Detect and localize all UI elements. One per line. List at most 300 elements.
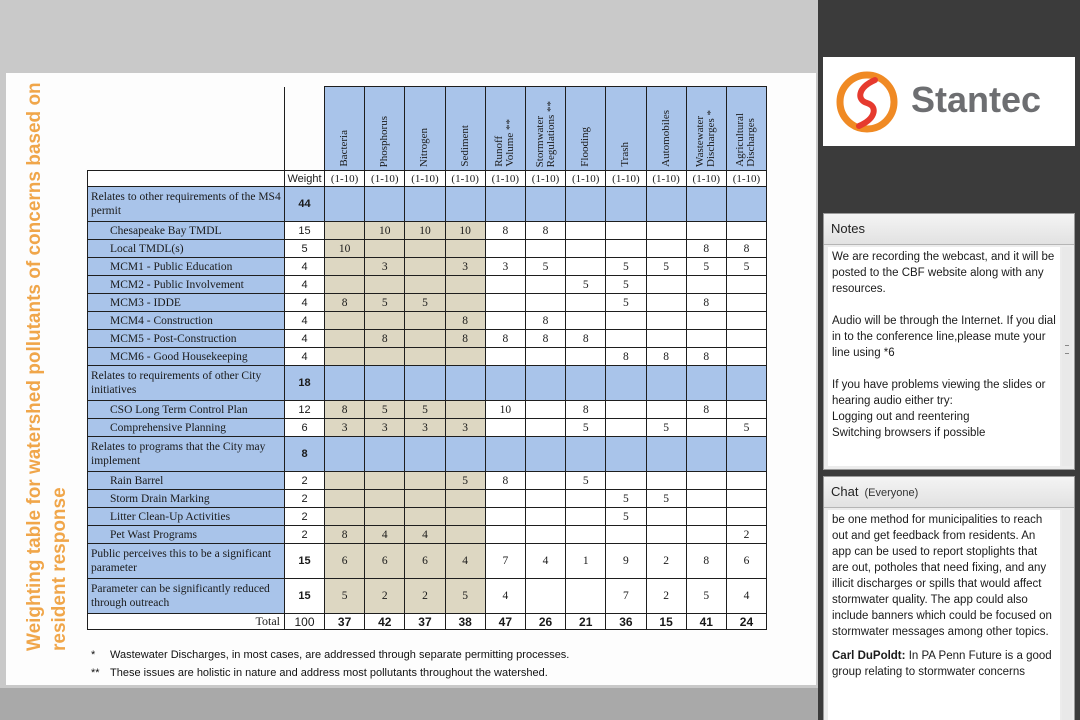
notes-paragraph: If you have problems viewing the slides or hearing audio either try: Logging out and reentering Switching browsers if possible bbox=[832, 379, 1046, 439]
table-cell: 5 bbox=[686, 579, 726, 614]
table-cell: 6 bbox=[405, 544, 445, 579]
table-cell: 5 bbox=[606, 508, 646, 526]
table-cell: 8 bbox=[686, 294, 726, 312]
column-header-label: Agricultural Discharges bbox=[734, 113, 758, 167]
table-cell bbox=[646, 526, 686, 544]
row-weight: 2 bbox=[285, 472, 325, 490]
column-unit: (1-10) bbox=[525, 171, 565, 187]
table-cell bbox=[525, 348, 565, 366]
table-cell: 8 bbox=[445, 312, 485, 330]
table-cell: 3 bbox=[445, 419, 485, 437]
table-cell: 8 bbox=[646, 348, 686, 366]
row-weight: 2 bbox=[285, 490, 325, 508]
table-cell: 3 bbox=[405, 419, 445, 437]
table-cell bbox=[325, 330, 365, 348]
table-cell bbox=[485, 187, 525, 222]
column-header-label: Trash bbox=[619, 142, 632, 167]
table-cell bbox=[686, 490, 726, 508]
row-weight: 15 bbox=[285, 579, 325, 614]
table-cell bbox=[365, 312, 405, 330]
table-cell bbox=[365, 490, 405, 508]
column-header bbox=[485, 87, 525, 171]
table-cell bbox=[405, 490, 445, 508]
column-header bbox=[525, 87, 565, 171]
notes-scrollbar[interactable] bbox=[1062, 247, 1072, 466]
table-cell: 5 bbox=[325, 579, 365, 614]
table-row bbox=[88, 526, 767, 544]
row-weight: 15 bbox=[285, 544, 325, 579]
table-cell bbox=[566, 526, 606, 544]
table-cell bbox=[445, 366, 485, 401]
stage-bottom-bar bbox=[0, 688, 818, 720]
table-cell: 8 bbox=[566, 330, 606, 348]
table-cell bbox=[566, 294, 606, 312]
table-cell: 8 bbox=[686, 348, 726, 366]
table-row bbox=[88, 348, 767, 366]
table-cell bbox=[365, 348, 405, 366]
row-weight: 4 bbox=[285, 276, 325, 294]
row-label: Relates to requirements of other City initiatives bbox=[88, 366, 285, 401]
total-cell: 15 bbox=[646, 614, 686, 630]
column-header bbox=[445, 87, 485, 171]
table-cell bbox=[525, 508, 565, 526]
table-cell: 5 bbox=[606, 258, 646, 276]
weighting-table bbox=[87, 86, 767, 630]
table-cell: 8 bbox=[686, 401, 726, 419]
table-cell bbox=[445, 508, 485, 526]
table-cell bbox=[325, 312, 365, 330]
table-cell bbox=[606, 187, 646, 222]
chat-message-2 bbox=[832, 648, 1056, 680]
notes-pod bbox=[823, 213, 1075, 470]
total-cell: 37 bbox=[405, 614, 445, 630]
table-cell bbox=[566, 312, 606, 330]
column-unit: (1-10) bbox=[566, 171, 606, 187]
table-cell bbox=[726, 312, 766, 330]
table-cell bbox=[566, 187, 606, 222]
table-corner bbox=[88, 87, 285, 171]
table-cell bbox=[606, 240, 646, 258]
table-cell: 8 bbox=[325, 294, 365, 312]
table-cell bbox=[325, 348, 365, 366]
table-cell bbox=[525, 526, 565, 544]
table-row bbox=[88, 401, 767, 419]
table-cell: 8 bbox=[566, 401, 606, 419]
table-cell: 2 bbox=[646, 579, 686, 614]
table-cell: 3 bbox=[365, 419, 405, 437]
table-cell bbox=[566, 579, 606, 614]
table-cell bbox=[726, 437, 766, 472]
notes-title: Notes bbox=[824, 214, 1074, 245]
table-cell bbox=[485, 437, 525, 472]
row-label: Storm Drain Marking bbox=[88, 490, 285, 508]
table-cell bbox=[525, 366, 565, 401]
table-cell: 5 bbox=[365, 294, 405, 312]
logo-pod bbox=[823, 57, 1075, 146]
table-cell bbox=[365, 240, 405, 258]
table-row bbox=[88, 276, 767, 294]
table-cell bbox=[726, 294, 766, 312]
table-cell bbox=[445, 490, 485, 508]
table-row bbox=[88, 222, 767, 240]
table-cell: 5 bbox=[405, 401, 445, 419]
table-cell: 5 bbox=[646, 258, 686, 276]
table-cell bbox=[445, 294, 485, 312]
table-cell bbox=[485, 508, 525, 526]
table-cell bbox=[686, 366, 726, 401]
table-cell: 8 bbox=[485, 222, 525, 240]
table-row bbox=[88, 579, 767, 614]
table-cell bbox=[365, 276, 405, 294]
table-cell bbox=[566, 240, 606, 258]
column-header bbox=[566, 87, 606, 171]
table-cell bbox=[726, 348, 766, 366]
column-header-label: Automobiles bbox=[659, 110, 672, 167]
table-row bbox=[88, 187, 767, 222]
table-cell: 2 bbox=[646, 544, 686, 579]
column-header bbox=[365, 87, 405, 171]
column-header-label: Runoff Volume ** bbox=[493, 119, 517, 167]
table-cell bbox=[646, 276, 686, 294]
table-cell: 5 bbox=[646, 490, 686, 508]
table-cell bbox=[325, 508, 365, 526]
table-cell bbox=[525, 401, 565, 419]
table-cell: 4 bbox=[525, 544, 565, 579]
table-row bbox=[88, 437, 767, 472]
weight-header: Weight bbox=[285, 171, 325, 187]
table-cell bbox=[325, 258, 365, 276]
logo-text: Stantec bbox=[911, 79, 1042, 120]
chat-title: Chat bbox=[831, 484, 859, 499]
row-label: Local TMDL(s) bbox=[88, 240, 285, 258]
table-cell bbox=[325, 222, 365, 240]
row-weight: 18 bbox=[285, 366, 325, 401]
table-cell bbox=[686, 508, 726, 526]
table-header-row bbox=[88, 87, 767, 171]
table-cell bbox=[646, 366, 686, 401]
footnote-1: * Wastewater Discharges, in most cases, are addressed through separate permitting processes. bbox=[91, 649, 570, 661]
table-cell: 5 bbox=[646, 419, 686, 437]
row-label: Relates to programs that the City may implement bbox=[88, 437, 285, 472]
table-cell: 5 bbox=[726, 258, 766, 276]
table-cell bbox=[405, 508, 445, 526]
column-header-label: Phosphorus bbox=[378, 115, 391, 167]
column-header-label: Sediment bbox=[458, 125, 471, 167]
table-cell bbox=[726, 366, 766, 401]
row-label: MCM3 - IDDE bbox=[88, 294, 285, 312]
table-cell: 6 bbox=[365, 544, 405, 579]
table-cell bbox=[485, 312, 525, 330]
table-cell bbox=[646, 240, 686, 258]
table-cell: 1 bbox=[566, 544, 606, 579]
chat-pod bbox=[823, 476, 1075, 720]
table-cell: 8 bbox=[525, 222, 565, 240]
row-weight: 8 bbox=[285, 437, 325, 472]
row-weight: 4 bbox=[285, 294, 325, 312]
table-cell bbox=[606, 472, 646, 490]
column-unit: (1-10) bbox=[686, 171, 726, 187]
table-cell: 5 bbox=[566, 419, 606, 437]
table-cell bbox=[686, 312, 726, 330]
row-weight: 5 bbox=[285, 240, 325, 258]
table-row bbox=[88, 258, 767, 276]
column-unit: (1-10) bbox=[726, 171, 766, 187]
table-row bbox=[88, 508, 767, 526]
total-cell: 38 bbox=[445, 614, 485, 630]
total-cell: 41 bbox=[686, 614, 726, 630]
table-cell: 5 bbox=[525, 258, 565, 276]
table-cell bbox=[325, 437, 365, 472]
row-weight: 2 bbox=[285, 526, 325, 544]
column-unit: (1-10) bbox=[365, 171, 405, 187]
table-row bbox=[88, 312, 767, 330]
table-cell: 7 bbox=[485, 544, 525, 579]
table-cell bbox=[485, 276, 525, 294]
row-label: MCM1 - Public Education bbox=[88, 258, 285, 276]
table-cell bbox=[445, 526, 485, 544]
table-cell: 5 bbox=[606, 276, 646, 294]
table-cell bbox=[405, 330, 445, 348]
row-weight: 15 bbox=[285, 222, 325, 240]
table-cell bbox=[525, 472, 565, 490]
table-cell bbox=[525, 490, 565, 508]
slide-title: Weighting table for watershed pollutants of concerns based on resident response bbox=[24, 82, 70, 651]
row-weight: 44 bbox=[285, 187, 325, 222]
table-cell bbox=[445, 187, 485, 222]
units-label-blank bbox=[88, 171, 285, 187]
table-cell bbox=[365, 472, 405, 490]
scroll-grip-icon bbox=[1065, 345, 1069, 354]
table-cell bbox=[525, 419, 565, 437]
table-cell: 5 bbox=[566, 472, 606, 490]
table-cell bbox=[405, 312, 445, 330]
chat-header bbox=[824, 477, 1074, 508]
table-cell bbox=[646, 472, 686, 490]
table-cell: 10 bbox=[325, 240, 365, 258]
table-cell: 8 bbox=[686, 544, 726, 579]
table-cell bbox=[325, 472, 365, 490]
table-cell bbox=[606, 437, 646, 472]
table-cell bbox=[485, 490, 525, 508]
table-cell bbox=[646, 437, 686, 472]
table-row bbox=[88, 294, 767, 312]
row-label: CSO Long Term Control Plan bbox=[88, 401, 285, 419]
table-cell bbox=[525, 276, 565, 294]
table-cell bbox=[686, 437, 726, 472]
column-unit: (1-10) bbox=[606, 171, 646, 187]
table-cell: 5 bbox=[726, 419, 766, 437]
notes-paragraph: Audio will be through the Internet. If you dial in to the conference line,please mute your line using *6 bbox=[832, 315, 1056, 359]
row-weight: 4 bbox=[285, 258, 325, 276]
table-cell bbox=[566, 366, 606, 401]
table-cell: 2 bbox=[365, 579, 405, 614]
row-label: MCM5 - Post-Construction bbox=[88, 330, 285, 348]
table-cell bbox=[566, 490, 606, 508]
column-unit: (1-10) bbox=[405, 171, 445, 187]
column-unit: (1-10) bbox=[445, 171, 485, 187]
chat-author: Carl DuPoldt: bbox=[832, 650, 906, 662]
table-cell: 4 bbox=[445, 544, 485, 579]
table-cell: 3 bbox=[485, 258, 525, 276]
table-cell: 2 bbox=[405, 579, 445, 614]
table-cell bbox=[405, 472, 445, 490]
chat-scrollbar[interactable] bbox=[1062, 510, 1072, 720]
column-header bbox=[686, 87, 726, 171]
table-cell bbox=[405, 258, 445, 276]
chat-audience: (Everyone) bbox=[864, 487, 919, 499]
row-weight: 4 bbox=[285, 312, 325, 330]
table-cell bbox=[566, 348, 606, 366]
table-cell: 8 bbox=[365, 330, 405, 348]
table-cell: 4 bbox=[726, 579, 766, 614]
column-header-label: Bacteria bbox=[338, 130, 351, 167]
table-cell bbox=[445, 401, 485, 419]
column-header bbox=[405, 87, 445, 171]
table-cell bbox=[726, 330, 766, 348]
column-header-label: Stormwater Regulations ** bbox=[533, 100, 557, 167]
table-cell bbox=[445, 437, 485, 472]
table-cell bbox=[726, 276, 766, 294]
table-cell bbox=[325, 187, 365, 222]
total-cell: 36 bbox=[606, 614, 646, 630]
table-cell bbox=[405, 366, 445, 401]
column-header bbox=[325, 87, 365, 171]
total-label: Total bbox=[88, 614, 285, 630]
column-header-label: Flooding bbox=[579, 127, 592, 167]
table-cell: 8 bbox=[485, 330, 525, 348]
table-cell: 8 bbox=[525, 312, 565, 330]
total-cell: 24 bbox=[726, 614, 766, 630]
table-cell: 5 bbox=[606, 294, 646, 312]
table-cell: 2 bbox=[726, 526, 766, 544]
table-cell bbox=[525, 437, 565, 472]
row-label: Pet Wast Programs bbox=[88, 526, 285, 544]
column-header bbox=[726, 87, 766, 171]
table-cell bbox=[606, 401, 646, 419]
table-cell: 6 bbox=[726, 544, 766, 579]
column-unit: (1-10) bbox=[485, 171, 525, 187]
table-cell bbox=[566, 222, 606, 240]
row-weight: 12 bbox=[285, 401, 325, 419]
table-cell bbox=[445, 348, 485, 366]
column-header-label: Nitrogen bbox=[418, 127, 431, 167]
table-cell bbox=[606, 419, 646, 437]
table-row bbox=[88, 544, 767, 579]
table-cell bbox=[646, 401, 686, 419]
chat-body[interactable] bbox=[828, 510, 1060, 720]
table-cell: 5 bbox=[566, 276, 606, 294]
table-cell bbox=[686, 330, 726, 348]
table-cell: 8 bbox=[525, 330, 565, 348]
table-cell: 8 bbox=[325, 401, 365, 419]
table-cell bbox=[405, 348, 445, 366]
table-cell bbox=[445, 276, 485, 294]
table-cell bbox=[686, 419, 726, 437]
table-cell bbox=[485, 366, 525, 401]
table-row bbox=[88, 419, 767, 437]
chat-message-text: In PA Penn Future is a good group relating to stormwater concerns bbox=[832, 650, 1052, 678]
table-cell bbox=[606, 222, 646, 240]
row-weight: 4 bbox=[285, 330, 325, 348]
chat-message: be one method for municipalities to reach out and get feedback from residents. An app can be used to report stoplights that are out, potholes that need fixing, and any illicit discharges or spills that would affect stormwater quality. The app could also include banners which could be focused on stormwater messages among other topics. bbox=[832, 514, 1052, 638]
table-cell bbox=[365, 187, 405, 222]
stantec-logo-icon bbox=[835, 70, 899, 134]
table-cell: 4 bbox=[405, 526, 445, 544]
table-cell bbox=[686, 276, 726, 294]
table-cell bbox=[365, 437, 405, 472]
table-cell bbox=[646, 222, 686, 240]
table-cell: 10 bbox=[405, 222, 445, 240]
total-cell: 42 bbox=[365, 614, 405, 630]
footnote-2: ** These issues are holistic in nature and address most pollutants throughout the watershed. bbox=[91, 667, 548, 679]
table-cell bbox=[606, 366, 646, 401]
total-cell: 37 bbox=[325, 614, 365, 630]
table-cell bbox=[646, 330, 686, 348]
table-cell bbox=[485, 240, 525, 258]
table-cell bbox=[726, 472, 766, 490]
table-cell bbox=[405, 437, 445, 472]
column-header bbox=[606, 87, 646, 171]
table-cell bbox=[726, 490, 766, 508]
table-cell bbox=[686, 526, 726, 544]
row-label: Chesapeake Bay TMDL bbox=[88, 222, 285, 240]
table-row bbox=[88, 330, 767, 348]
table-cell: 5 bbox=[365, 401, 405, 419]
table-cell bbox=[485, 526, 525, 544]
table-row bbox=[88, 472, 767, 490]
table-cell bbox=[485, 419, 525, 437]
table-cell bbox=[365, 366, 405, 401]
row-label: Comprehensive Planning bbox=[88, 419, 285, 437]
table-cell bbox=[646, 508, 686, 526]
table-cell bbox=[405, 276, 445, 294]
table-cell: 3 bbox=[365, 258, 405, 276]
row-label: Parameter can be significantly reduced through outreach bbox=[88, 579, 285, 614]
table-cell bbox=[606, 330, 646, 348]
table-cell: 8 bbox=[726, 240, 766, 258]
table-cell bbox=[485, 348, 525, 366]
table-cell: 8 bbox=[445, 330, 485, 348]
row-weight: 4 bbox=[285, 348, 325, 366]
column-unit: (1-10) bbox=[325, 171, 365, 187]
table-cell bbox=[566, 508, 606, 526]
total-cell: 47 bbox=[485, 614, 525, 630]
table-cell bbox=[325, 366, 365, 401]
row-label: Rain Barrel bbox=[88, 472, 285, 490]
row-label: MCM6 - Good Housekeeping bbox=[88, 348, 285, 366]
row-label: Public perceives this to be a significant parameter bbox=[88, 544, 285, 579]
table-cell: 5 bbox=[445, 472, 485, 490]
table-cell: 6 bbox=[325, 544, 365, 579]
table-cell bbox=[405, 187, 445, 222]
table-cell: 5 bbox=[606, 490, 646, 508]
table-cell: 4 bbox=[365, 526, 405, 544]
notes-body[interactable] bbox=[828, 247, 1060, 466]
row-label: MCM2 - Public Involvement bbox=[88, 276, 285, 294]
table-cell bbox=[525, 294, 565, 312]
table-cell bbox=[525, 187, 565, 222]
table-cell bbox=[726, 187, 766, 222]
table-cell: 5 bbox=[445, 579, 485, 614]
table-cell: 8 bbox=[325, 526, 365, 544]
table-cell bbox=[325, 276, 365, 294]
table-cell: 10 bbox=[365, 222, 405, 240]
table-cell bbox=[686, 187, 726, 222]
table-cell: 5 bbox=[405, 294, 445, 312]
row-label: MCM4 - Construction bbox=[88, 312, 285, 330]
table-total-row bbox=[88, 614, 767, 630]
table-corner-weight bbox=[285, 87, 325, 171]
